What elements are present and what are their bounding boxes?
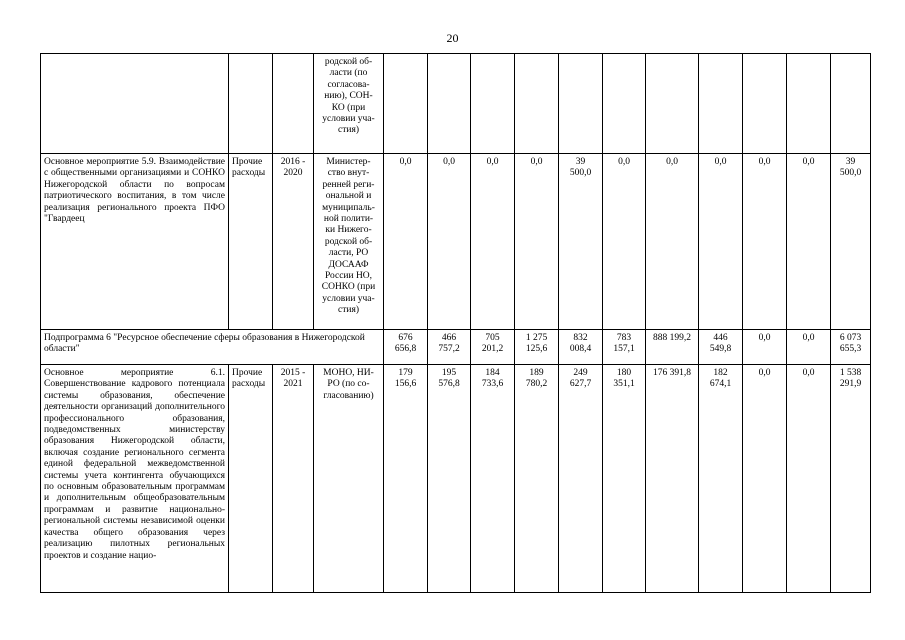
table-row — [41, 330, 871, 365]
table-row — [41, 154, 871, 330]
budget-table — [40, 53, 871, 593]
total-cell: 1 538 291,9 — [831, 365, 871, 593]
activity-description-cell: Основное мероприятие 5.9. Взаимодействие с общественными организациями и СОНКО Нижегородской области по вопросам патриотического воспитания, в том числе реализация регионального проекта ПФО "Гвардеец — [41, 154, 229, 330]
value-cell: 182 674,1 — [699, 365, 743, 593]
executor-cell: МОНО, НИ- РО (по со- гласованию) — [314, 365, 384, 593]
years-cell: 2015 - 2021 — [273, 365, 314, 593]
value-cell: 676 656,8 — [384, 330, 428, 365]
executor-cell: Министер- ство внут- ренней реги- ональной и муниципаль- ной полити- ки Нижего- родской об- ласти, РО ДОСААФ России НО, СОНКО (при условии уча- стия) — [314, 154, 384, 330]
expense-type-cell: Прочие расходы — [229, 365, 273, 593]
value-cell: 0,0 — [787, 330, 831, 365]
years-cell — [273, 54, 314, 154]
table-row — [41, 54, 871, 154]
value-cell: 0,0 — [471, 154, 515, 330]
value-cell: 180 351,1 — [603, 365, 646, 593]
value-cell: 446 549,8 — [699, 330, 743, 365]
subprogram-title-cell: Подпрограмма 6 "Ресурсное обеспечение сферы образования в Нижегородской области" — [41, 330, 384, 365]
value-cell: 0,0 — [515, 154, 559, 330]
value-cell: 888 199,2 — [646, 330, 699, 365]
value-cell — [787, 54, 831, 154]
value-cell: 0,0 — [743, 330, 787, 365]
expense-type-cell: Прочие расходы — [229, 154, 273, 330]
value-cell — [428, 54, 471, 154]
value-cell: 466 757,2 — [428, 330, 471, 365]
value-cell: 39 500,0 — [559, 154, 603, 330]
value-cell: 0,0 — [699, 154, 743, 330]
value-cell: 0,0 — [743, 365, 787, 593]
executor-cell: родской об- ласти (по согласова- нию), СОН- КО (при условии уча- стия) — [314, 54, 384, 154]
value-cell: 176 391,8 — [646, 365, 699, 593]
value-cell: 1 275 125,6 — [515, 330, 559, 365]
value-cell: 705 201,2 — [471, 330, 515, 365]
expense-type-cell — [229, 54, 273, 154]
value-cell — [743, 54, 787, 154]
value-cell: 832 008,4 — [559, 330, 603, 365]
page-number: 20 — [446, 31, 459, 45]
activity-description-cell: Основное мероприятие 6.1. Совершенствование кадрового потенциала системы образования, обеспечение деятельности организаций дополнительного профессионального образования, подведомственных министерству образования Нижегородской области, включая создание регионального сегмента единой федеральной межведомственной системы учета контингента обучающихся по основным образовательным программам и дополнительным общеобразовательным программам и развитие национально-региональной системы независимой оценки качества общего образования через реализацию пилотных региональных проектов и создание нацио- — [41, 365, 229, 593]
value-cell: 179 156,6 — [384, 365, 428, 593]
total-cell — [831, 54, 871, 154]
value-cell: 0,0 — [603, 154, 646, 330]
total-cell: 6 073 655,3 — [831, 330, 871, 365]
value-cell: 783 157,1 — [603, 330, 646, 365]
value-cell: 0,0 — [743, 154, 787, 330]
value-cell: 195 576,8 — [428, 365, 471, 593]
total-cell: 39 500,0 — [831, 154, 871, 330]
value-cell: 189 780,2 — [515, 365, 559, 593]
years-cell: 2016 - 2020 — [273, 154, 314, 330]
value-cell — [384, 54, 428, 154]
value-cell: 0,0 — [428, 154, 471, 330]
value-cell — [471, 54, 515, 154]
value-cell: 0,0 — [646, 154, 699, 330]
table-row — [41, 365, 871, 593]
value-cell — [603, 54, 646, 154]
value-cell: 0,0 — [787, 365, 831, 593]
value-cell: 0,0 — [787, 154, 831, 330]
value-cell: 0,0 — [384, 154, 428, 330]
value-cell: 249 627,7 — [559, 365, 603, 593]
value-cell — [515, 54, 559, 154]
value-cell — [646, 54, 699, 154]
activity-description-cell — [41, 54, 229, 154]
value-cell: 184 733,6 — [471, 365, 515, 593]
value-cell — [699, 54, 743, 154]
value-cell — [559, 54, 603, 154]
